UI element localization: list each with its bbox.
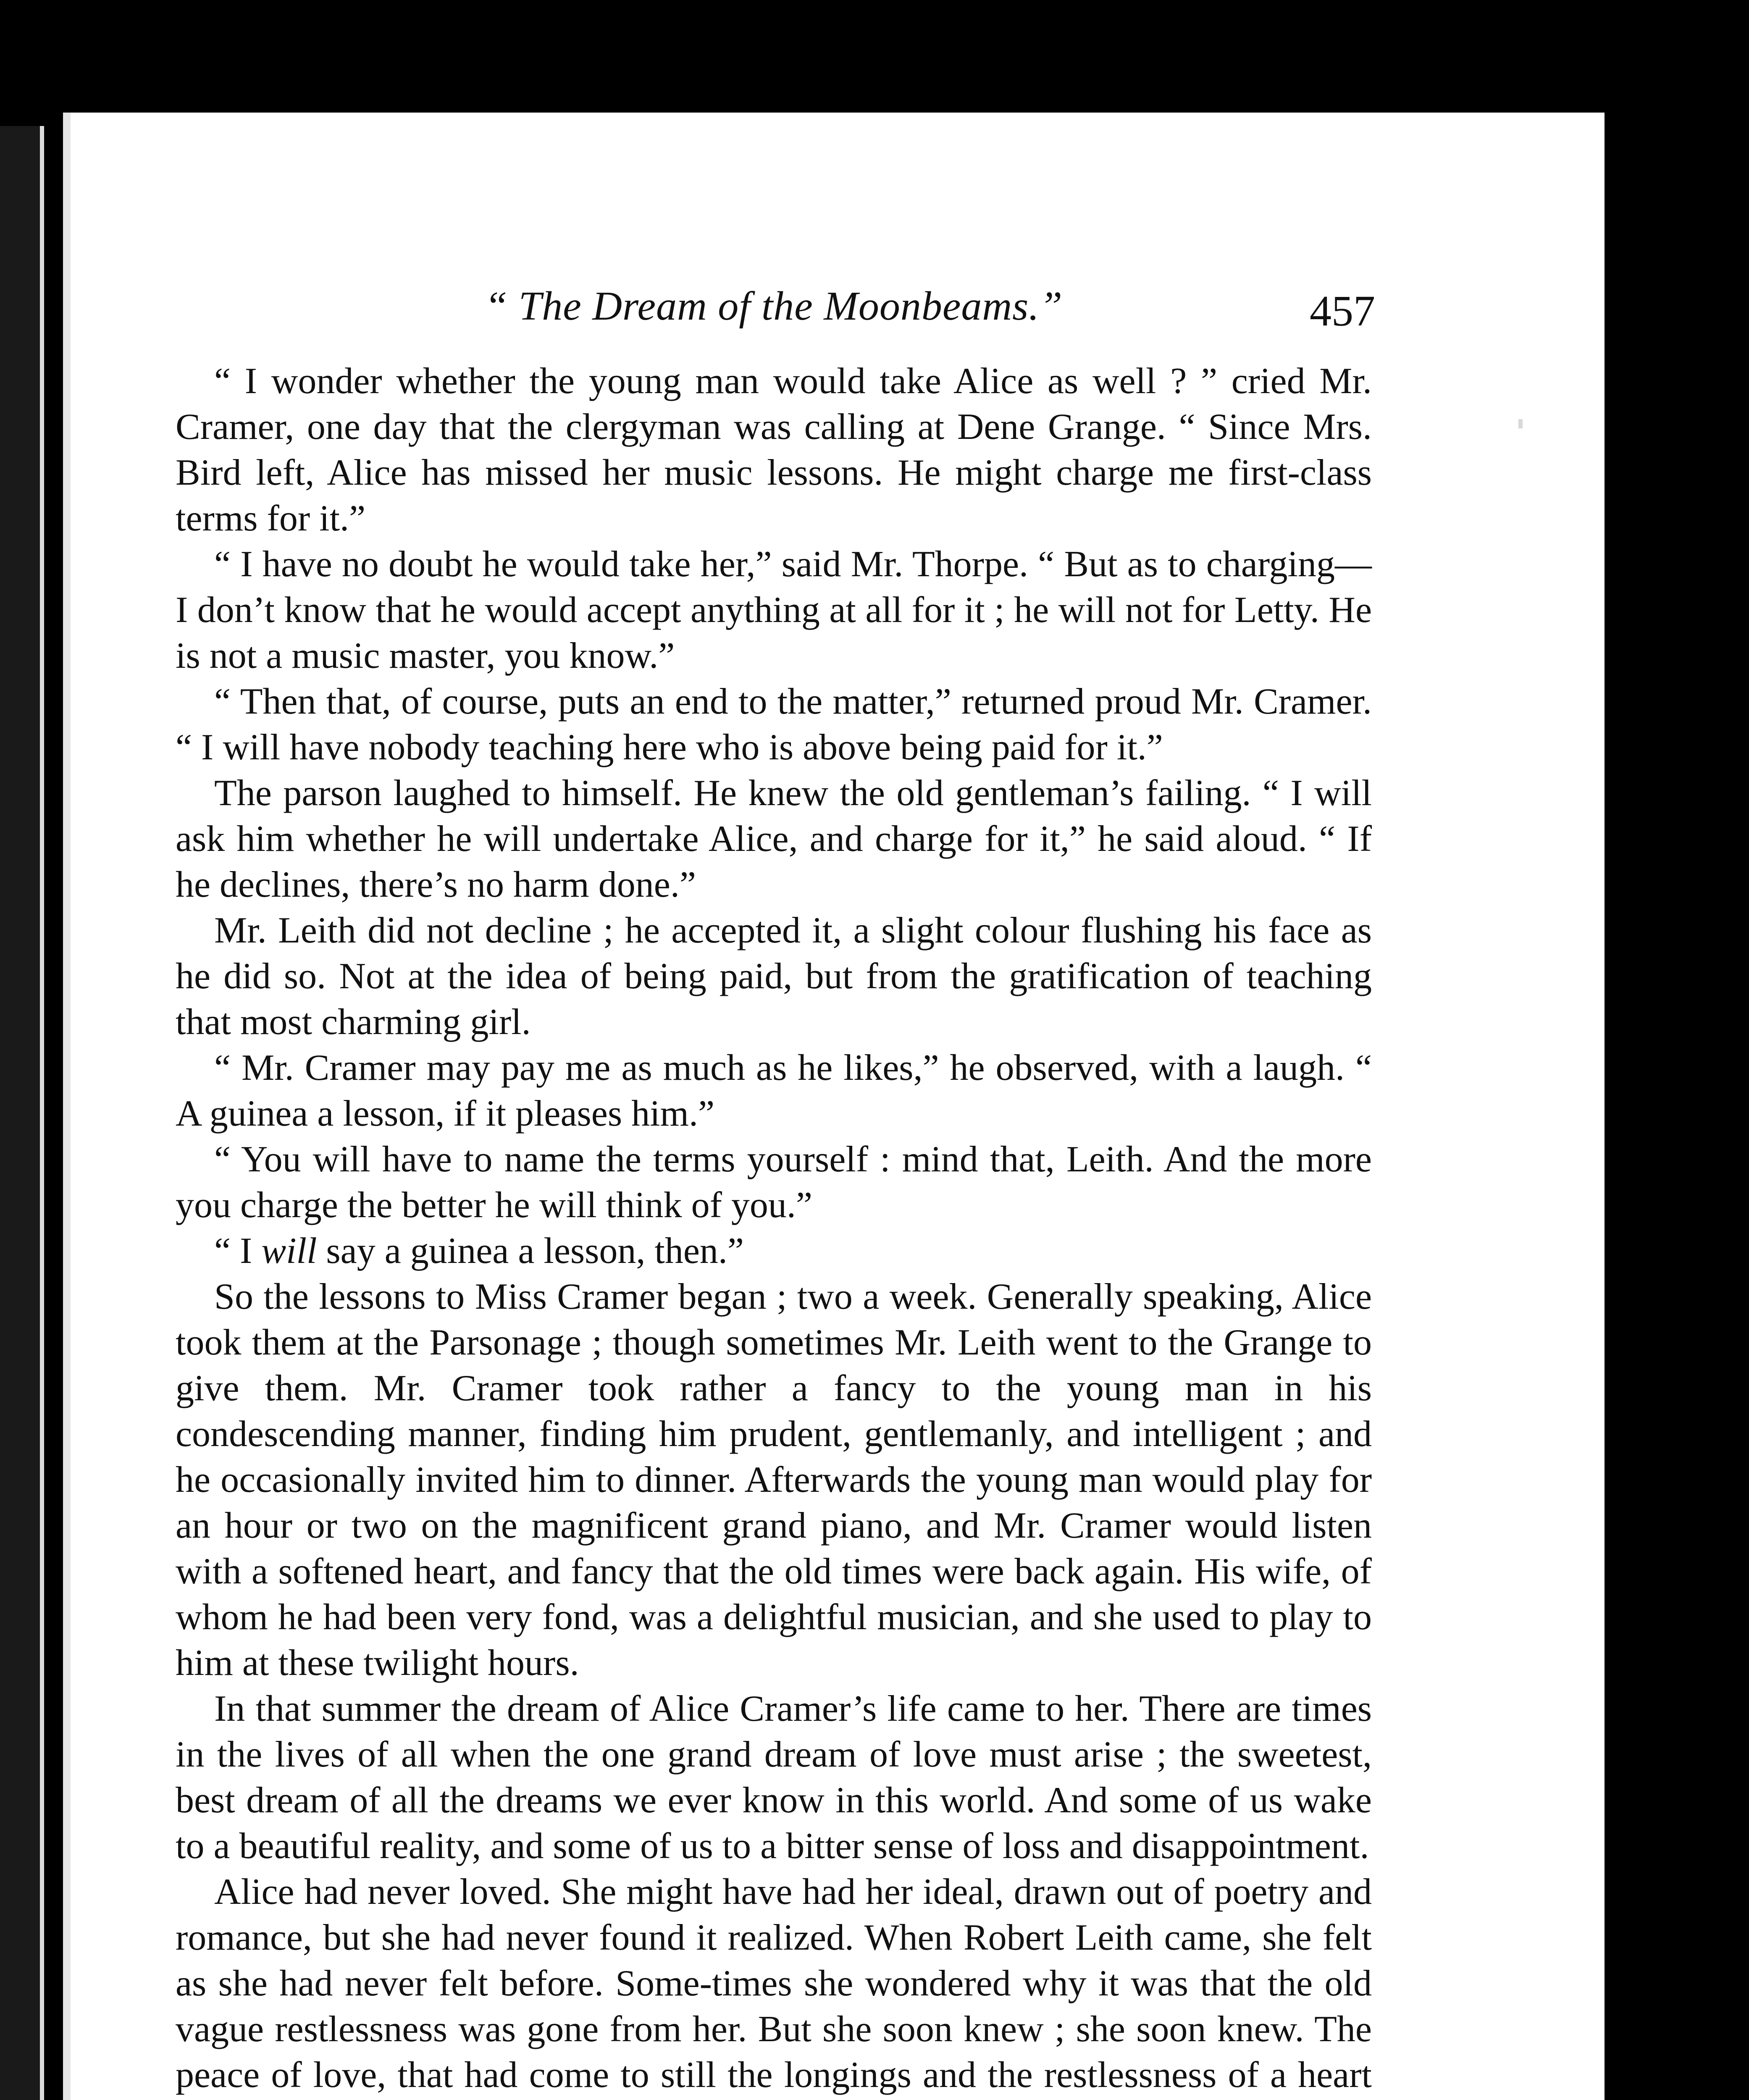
page-number: 457: [1310, 287, 1375, 335]
previous-page-edge: [0, 126, 44, 2100]
paragraph: In that summer the dream of Alice Cramer’s life came to her. There are times in the lives of all when the one grand dream of love must arise ; the sweetest, best dream of all the dreams we ever know in this world. And some of us wake to a beautiful reality, and some of us to a bitter sense of loss and disappointment.: [176, 1688, 1372, 1866]
running-head: [176, 283, 1375, 346]
paragraph-text: say a guinea a lesson, then.”: [317, 1231, 744, 1271]
paragraph: [176, 1228, 1372, 1274]
paragraph: “ I have no doubt he would take her,” said Mr. Thorpe. “ But as to charging—I don’t know that he would accept anything at all for it ; he will not for Letty. He is not a music master, you know.”: [176, 544, 1372, 676]
body-text: [176, 358, 1372, 2100]
paragraph: “ You will have to name the terms yourself : mind that, Leith. And the more you charge the better he will think of you.”: [176, 1139, 1372, 1226]
paragraph: So the lessons to Miss Cramer began ; two a week. Generally speaking, Alice took them at the Parsonage ; though sometimes Mr. Leith went to the Grange to give them. Mr. Cramer took rather a fancy to the young man in his condescending manner, finding him prudent, gentlemanly, and intelligent ; and he occasionally invited him to dinner. Afterwards the young man would play for an hour or two on the magnificent grand piano, and Mr. Cramer would listen with a softened heart, and fancy that the old times were back again. His wife, of whom he had been very fond, was a delightful musician, and she used to play to him at these twilight hours.: [176, 1276, 1372, 1683]
page-speck: [1518, 419, 1523, 428]
paragraph: “ Mr. Cramer may pay me as much as he likes,” he observed, with a laugh. “ A guinea a lesson, if it pleases him.”: [176, 1047, 1372, 1134]
paragraph: Alice had never loved. She might have had her ideal, drawn out of poetry and romance, but she had never found it realized. When Robert Leith came, she felt as she had never felt before. Some-times she wondered why it was that the old vague restlessness was gone from her. But she soon knew ; she soon knew. The peace of love, that had come to still the longings and the restlessness of a heart: [176, 1872, 1372, 2095]
paragraph-text: “ I: [214, 1231, 262, 1271]
emphasized-word: will: [261, 1231, 317, 1271]
paragraph: “ I wonder whether the young man would take Alice as well ? ” cried Mr. Cramer, one day that the clergyman was calling at Dene Grange. “ Since Mrs. Bird left, Alice has missed her music lessons. He might charge me first-class terms for it.”: [176, 361, 1372, 539]
book-page: [63, 113, 1605, 2100]
running-title: “ The Dream of the Moonbeams.”: [484, 284, 1063, 329]
page-content: [176, 283, 1375, 2100]
paragraph: The parson laughed to himself. He knew the old gentleman’s failing. “ I will ask him whether he will undertake Alice, and charge for it,” he said aloud. “ If he declines, there’s no harm done.”: [176, 773, 1372, 905]
paragraph: Mr. Leith did not decline ; he accepted it, a slight colour flushing his face as he did so. Not at the idea of being paid, but from the gratification of teaching that most charming girl.: [176, 910, 1372, 1042]
paragraph: “ Then that, of course, puts an end to the matter,” returned proud Mr. Cramer. “ I will have nobody teaching here who is above being paid for it.”: [176, 681, 1372, 768]
